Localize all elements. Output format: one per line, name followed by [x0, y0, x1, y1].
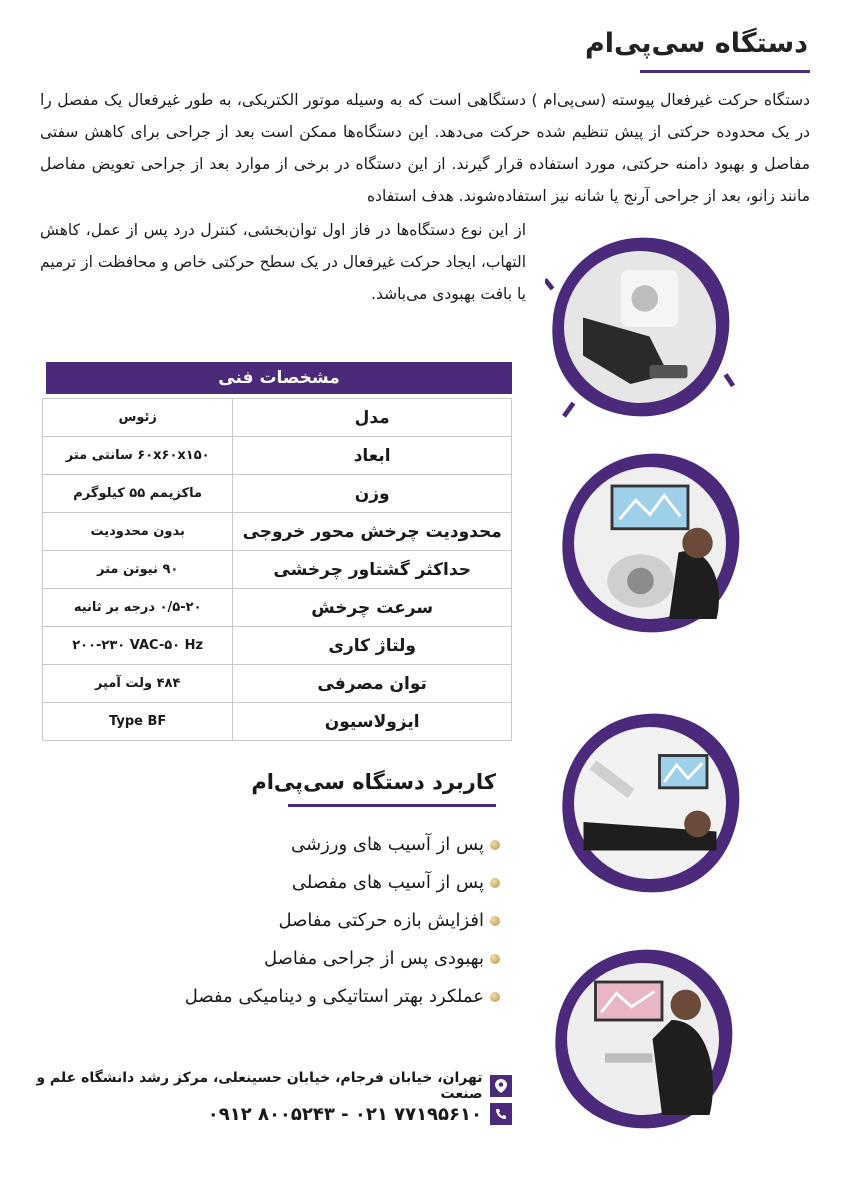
table-row [43, 513, 512, 551]
table-row [43, 399, 512, 437]
title-underline [640, 70, 810, 73]
list-item [185, 902, 500, 940]
spec-label: سرعت چرخش [233, 589, 512, 627]
usage-underline [288, 804, 496, 807]
usage-list [185, 826, 500, 1016]
spec-label: وزن [233, 475, 512, 513]
usage-item-text: عملکرد بهتر استاتیکی و دینامیکی مفصل [184, 986, 484, 1007]
photo-shoulder-cpm [555, 708, 745, 898]
phone-text[interactable]: ۰۹۱۲ ۸۰۰۵۲۴۳ - ۰۲۱ ۷۷۱۹۵۶۱۰ [207, 1103, 482, 1125]
spec-value: ۴۸۴ ولت آمپر [43, 665, 233, 703]
spec-label: ایزولاسیون [233, 703, 512, 741]
spec-value: بدون محدودیت [43, 513, 233, 551]
spec-value: ۲۰۰-۲۳۰ VAC-۵۰ Hz [43, 627, 233, 665]
usage-item-text: پس از آسیب های مفصلی [291, 872, 484, 893]
spec-value: ۹۰ نیوتن متر [43, 551, 233, 589]
list-item [185, 864, 500, 902]
spec-label: حداکثر گشتاور چرخشی [233, 551, 512, 589]
table-row [43, 589, 512, 627]
location-pin-icon [490, 1075, 512, 1097]
spec-value: ماکزیمم ۵۵ کیلوگرم [43, 475, 233, 513]
list-item [185, 978, 500, 1016]
address-text: تهران، خیابان فرجام، خیابان حسینعلی، مرکز رشد دانشگاه علم و صنعت [36, 1070, 483, 1102]
phone-row [208, 1103, 512, 1125]
spec-value: ۶۰x۶۰x۱۵۰ سانتی متر [43, 437, 233, 475]
spec-label: ولتاژ کاری [233, 627, 512, 665]
table-row [43, 703, 512, 741]
bullet-dot-icon [490, 840, 500, 850]
bullet-dot-icon [490, 878, 500, 888]
bullet-dot-icon [490, 992, 500, 1002]
table-row [43, 437, 512, 475]
photo-arm-cpm-screen [555, 448, 745, 638]
table-row [43, 665, 512, 703]
spec-value: ۰/۵-۲۰ درجه بر ثانیه [43, 589, 233, 627]
list-item [185, 940, 500, 978]
usage-title: کاربرد دستگاه سی‌پی‌ام [251, 770, 496, 794]
spec-label: محدودیت چرخش محور خروجی [233, 513, 512, 551]
spec-label: مدل [233, 399, 512, 437]
intro-paragraph: دستگاه حرکت غیرفعال پیوسته (سی‌پی‌ام ) دستگاهی است که به وسیله موتور الکتریکی، به طور غیرفعال یک مفصل را در یک محدوده حرکتی از پیش تنظیم شده حرکت می‌دهد. این دستگاه‌ها ممکن است بعد از جراحی برای کاهش سفتی مفاصل و بهبود دامنه حرکتی، مورد استفاده قرار گیرند. از این دستگاه در برخی از موارد بعد از جراحی تعویض مفاصل مانند زانو، بعد از جراحی آرنج یا شانه نیز استفاده‌شوند. هدف استفاده [40, 91, 810, 205]
spec-label: توان مصرفی [233, 665, 512, 703]
bullet-dot-icon [490, 954, 500, 964]
intro-paragraph-continued: از این نوع دستگاه‌ها در فاز اول توان‌بخشی، کنترل درد پس از عمل، کاهش التهاب، ایجاد حرکت غیرفعال در یک سطح حرکتی خاص و محافظت از ترمیم یا بافت بهبودی می‌باشد. [40, 221, 526, 303]
photo-elbow-cpm [548, 944, 738, 1134]
photo-knee-cpm [545, 232, 735, 422]
usage-item-text: پس از آسیب های ورزشی [291, 834, 484, 855]
usage-item-text: افزایش بازه حرکتی مفاصل [278, 910, 484, 931]
specs-table [42, 398, 512, 741]
phone-icon [490, 1103, 512, 1125]
spec-value: Type BF [43, 703, 233, 741]
spec-label: ابعاد [233, 437, 512, 475]
table-row [43, 627, 512, 665]
list-item [185, 826, 500, 864]
table-row [43, 551, 512, 589]
specs-header: مشخصات فنی [46, 362, 512, 394]
table-row [43, 475, 512, 513]
usage-item-text: بهبودی پس از جراحی مفاصل [263, 948, 484, 969]
page-title: دستگاه سی‌پی‌ام [585, 28, 808, 59]
bullet-dot-icon [490, 916, 500, 926]
address-row [0, 1070, 512, 1102]
spec-value: زئوس [43, 399, 233, 437]
